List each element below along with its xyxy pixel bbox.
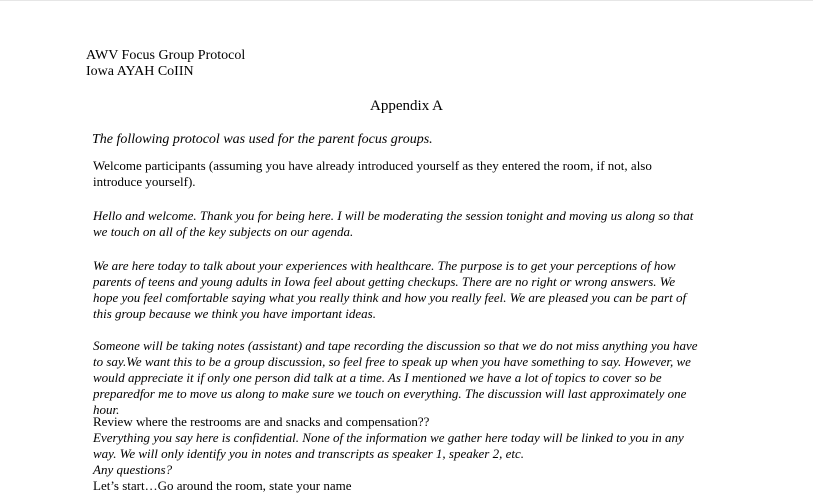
text-line: Hello and welcome. Thank you for being here. I will be moderating the session tonight and moving us along so that [93, 208, 694, 223]
text-line: way. We will only identify you in notes and transcripts as speaker 1, speaker 2, etc. [93, 446, 524, 461]
questions-line: Any questions? [93, 462, 173, 477]
text-line: preparedfor me to move us along to make sure we touch on everything. The discussion will last approximately one [93, 386, 687, 401]
text-line: Someone will be taking notes (assistant) and tape recording the discussion so that we do not miss anything you have [93, 338, 698, 353]
start-line: Let’s start…Go around the room, state your name [93, 478, 352, 493]
welcome-paragraph [93, 158, 733, 190]
text-line: parents of teens and young adults in Iowa feel about getting checkups. There are no right or wrong answers. We [93, 274, 676, 289]
notes-paragraph [93, 338, 733, 418]
purpose-paragraph [93, 258, 733, 322]
review-line: Review where the restrooms are and snacks and compensation?? [93, 414, 430, 429]
header-protocol-title: AWV Focus Group Protocol [86, 48, 246, 63]
intro-statement: The following protocol was used for the parent focus groups. [92, 132, 433, 147]
review-section [93, 414, 733, 494]
page-top-border [0, 0, 813, 1]
text-line: this group because we think you have important ideas. [93, 306, 376, 321]
text-line: hour. [93, 402, 120, 417]
hello-paragraph [93, 208, 733, 240]
header-organization: Iowa AYAH CoIIN [86, 64, 194, 79]
text-line: Welcome participants (assuming you have already introduced yourself as they entered the room, if not, also [93, 158, 652, 173]
appendix-title: Appendix A [370, 98, 443, 114]
text-line: we touch on all of the key subjects on our agenda. [93, 224, 354, 239]
document-header [86, 48, 245, 80]
text-line: introduce yourself). [93, 174, 196, 189]
text-line: Everything you say here is confidential. None of the information we gather here today will be linked to you in any [93, 430, 684, 445]
text-line: We are here today to talk about your experiences with healthcare. The purpose is to get your perceptions of how [93, 258, 676, 273]
text-line: to say.We want this to be a group discussion, so feel free to speak up when you have something to say. However, we [93, 354, 691, 369]
text-line: hope you feel comfortable saying what you really think and how you really feel. We are pleased you can be part of [93, 290, 687, 305]
text-line: would appreciate it if only one person did talk at a time. As I mentioned we have a lot of topics to cover so be [93, 370, 662, 385]
